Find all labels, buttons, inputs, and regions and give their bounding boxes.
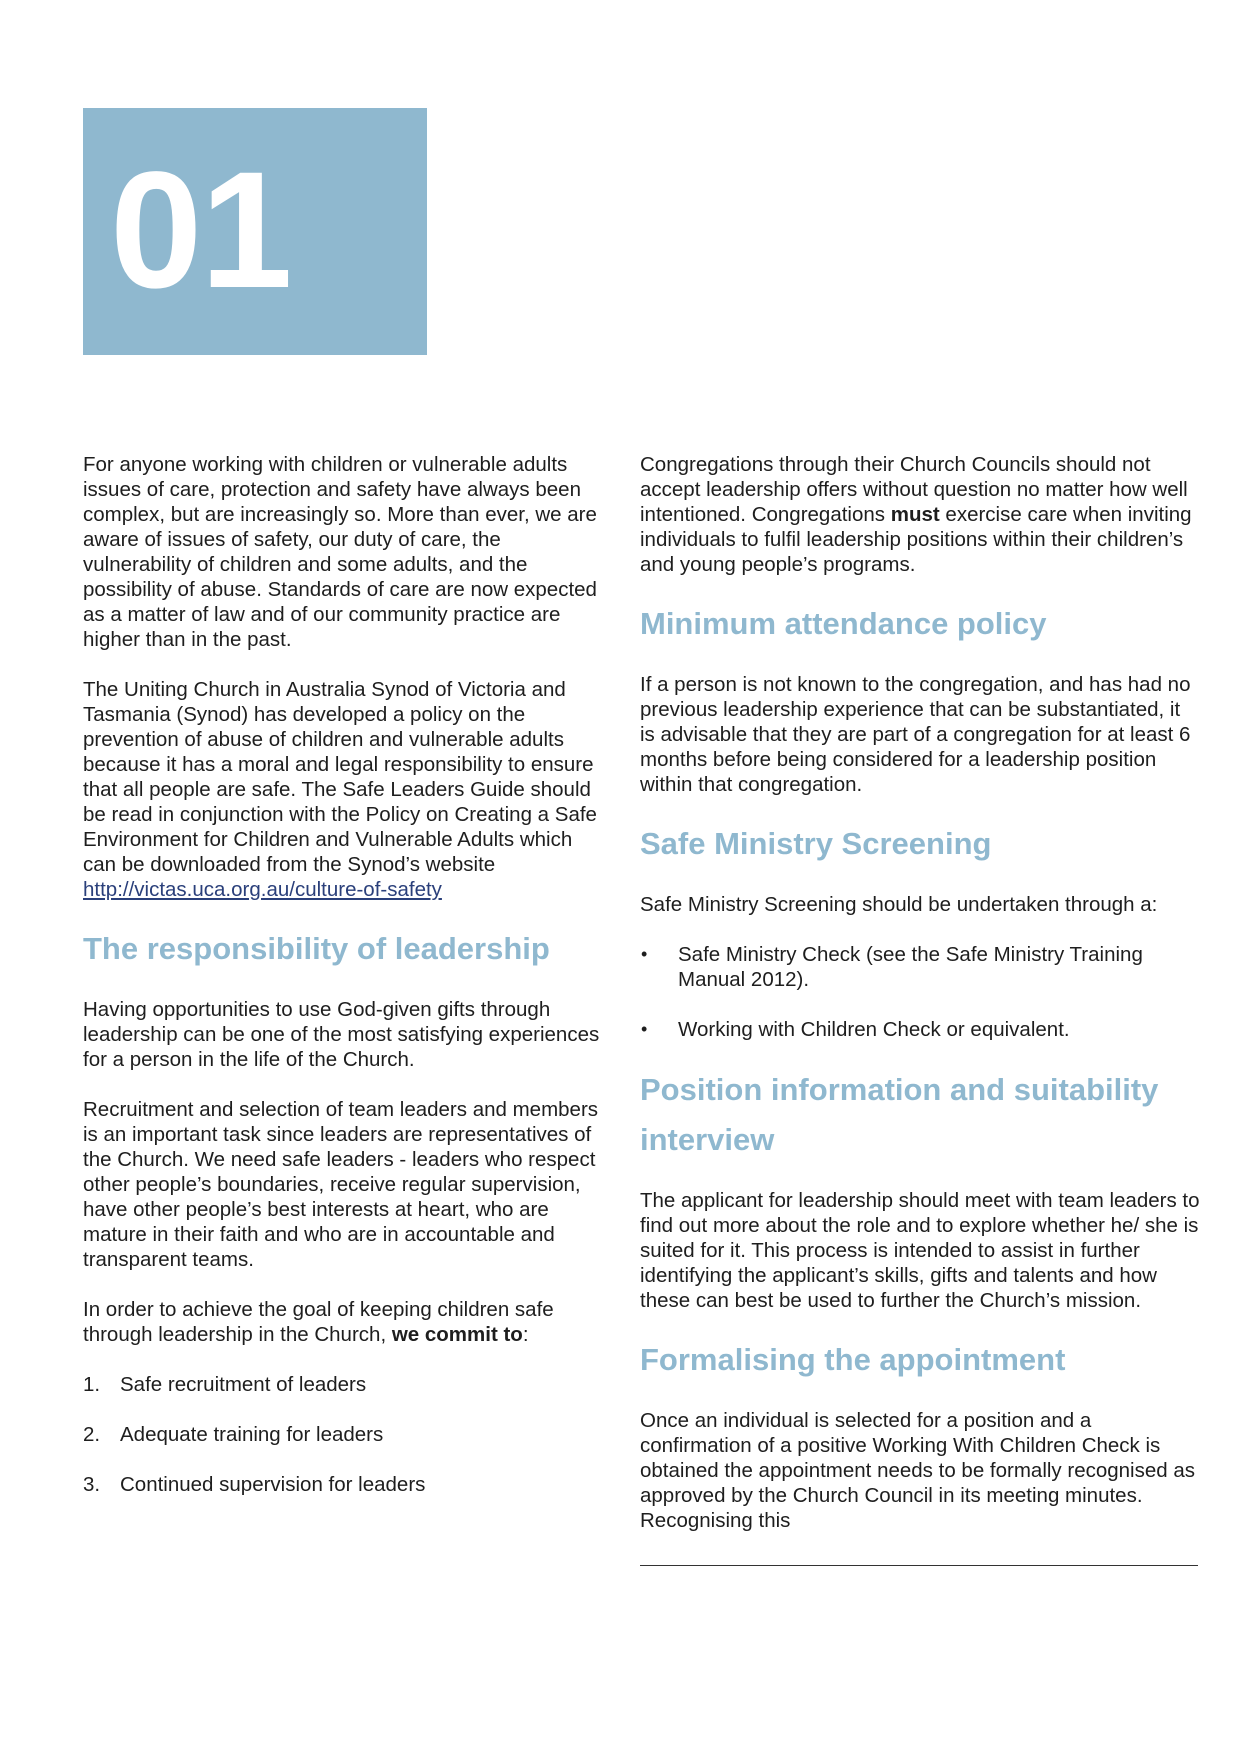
- screening-list: [640, 942, 1200, 1042]
- bullet-icon: •: [641, 1019, 648, 1039]
- list-number: 2.: [83, 1423, 101, 1446]
- chapter-number: 01: [110, 138, 291, 323]
- list-item-text: Continued supervision for leaders: [120, 1473, 426, 1496]
- list-number: 3.: [83, 1473, 101, 1496]
- responsibility-paragraph-3: [83, 1297, 603, 1347]
- responsibility-heading-block: [83, 924, 603, 974]
- heading-minimum-attendance-policy: Minimum attendance policy: [640, 606, 1047, 641]
- commit-trailing-text: :: [522, 1323, 529, 1346]
- list-item-text: Adequate training for leaders: [120, 1423, 384, 1446]
- list-item-text: Safe Ministry Check (see the Safe Ministry Training Manual 2012).: [678, 943, 1143, 991]
- intro-paragraph-1: For anyone working with children or vulnerable adults issues of care, protection and safety have always been complex, but are increasingly so. More than ever, we are aware of issues of safety, our duty of care, the vulnerability of children and some adults, and the possibility of abuse. Standards of care are now expected as a matter of law and of our community practice are higher than in the past.: [83, 453, 597, 651]
- commitments-list: [83, 1372, 603, 1497]
- list-number: 1.: [83, 1373, 101, 1396]
- responsibility-paragraph-1: Having opportunities to use God-given gifts through leadership can be one of the most satisfying experiences for a person in the life of the Church.: [83, 998, 600, 1071]
- list-item-text: Safe recruitment of leaders: [120, 1373, 367, 1396]
- screening-paragraph: Safe Ministry Screening should be undertaken through a:: [640, 893, 1158, 916]
- congregations-trailing-text: exercise care when inviting individuals to fulfil leadership positions within their children’s and young people’s programs.: [640, 503, 1192, 576]
- footer-divider: [640, 1565, 1198, 1566]
- list-item: [640, 1017, 1200, 1042]
- heading-formalising-the-appointment: Formalising the appointment: [640, 1342, 1066, 1377]
- formalising-heading-block: [640, 1335, 1200, 1385]
- list-item: [83, 1372, 603, 1397]
- screening-heading-block: [640, 819, 1200, 869]
- list-item: [83, 1472, 603, 1497]
- must-bold-text: must: [890, 503, 940, 526]
- left-column: [83, 452, 603, 1522]
- attendance-paragraph: If a person is not known to the congregation, and has had no previous leadership experience that can be substantiated, it is advisable that they are part of a congregation for at least 6 months before being considered for a leadership position within that congregation.: [640, 673, 1191, 796]
- congregations-lead-text: Congregations through their Church Councils should not accept leadership offers without question no matter how well intentioned. Congregations: [640, 453, 1188, 526]
- commit-lead-text: In order to achieve the goal of keeping children safe through leadership in the Church,: [83, 1298, 554, 1346]
- intro-paragraph-2-text: The Uniting Church in Australia Synod of Victoria and Tasmania (Synod) has developed a policy on the prevention of abuse of children and vulnerable adults because it has a moral and legal responsibility to ensure that all people are safe. The Safe Leaders Guide should be read in conjunction with the Policy on Creating a Safe Environment for Children and Vulnerable Adults which can be downloaded from the Synod’s website: [83, 678, 597, 876]
- heading-safe-ministry-screening: Safe Ministry Screening: [640, 826, 992, 861]
- chapter-number-box: [83, 108, 427, 355]
- list-item-text: Working with Children Check or equivalent.: [678, 1018, 1070, 1041]
- right-column: [640, 452, 1200, 1533]
- heading-position-information-interview: Position information and suitability interview: [640, 1072, 1159, 1157]
- position-heading-block: [640, 1065, 1200, 1165]
- attendance-heading-block: [640, 599, 1200, 649]
- culture-of-safety-link[interactable]: http://victas.uca.org.au/culture-of-safety: [83, 878, 442, 901]
- list-item: [83, 1422, 603, 1447]
- list-item: [640, 942, 1200, 992]
- responsibility-paragraph-2: Recruitment and selection of team leaders and members is an important task since leaders are representatives of the Church. We need safe leaders - leaders who respect other people’s boundaries, receive regular supervision, have other people’s best interests at heart, who are mature in their faith and who are in accountable and transparent teams.: [83, 1098, 599, 1271]
- congregations-paragraph: [640, 452, 1200, 577]
- formalising-paragraph: Once an individual is selected for a position and a confirmation of a positive Working With Children Check is obtained the appointment needs to be formally recognised as approved by the Church Council in its meeting minutes. Recognising this: [640, 1409, 1196, 1532]
- intro-paragraph-2: [83, 677, 603, 902]
- heading-responsibility-of-leadership: The responsibility of leadership: [83, 931, 550, 966]
- bullet-icon: •: [641, 944, 648, 964]
- commit-bold-text: we commit to: [391, 1323, 523, 1346]
- position-paragraph: The applicant for leadership should meet with team leaders to find out more about the role and to explore whether he/ she is suited for it. This process is intended to assist in further identifying the applicant’s skills, gifts and talents and how these can best be used to further the Church’s mission.: [640, 1189, 1200, 1312]
